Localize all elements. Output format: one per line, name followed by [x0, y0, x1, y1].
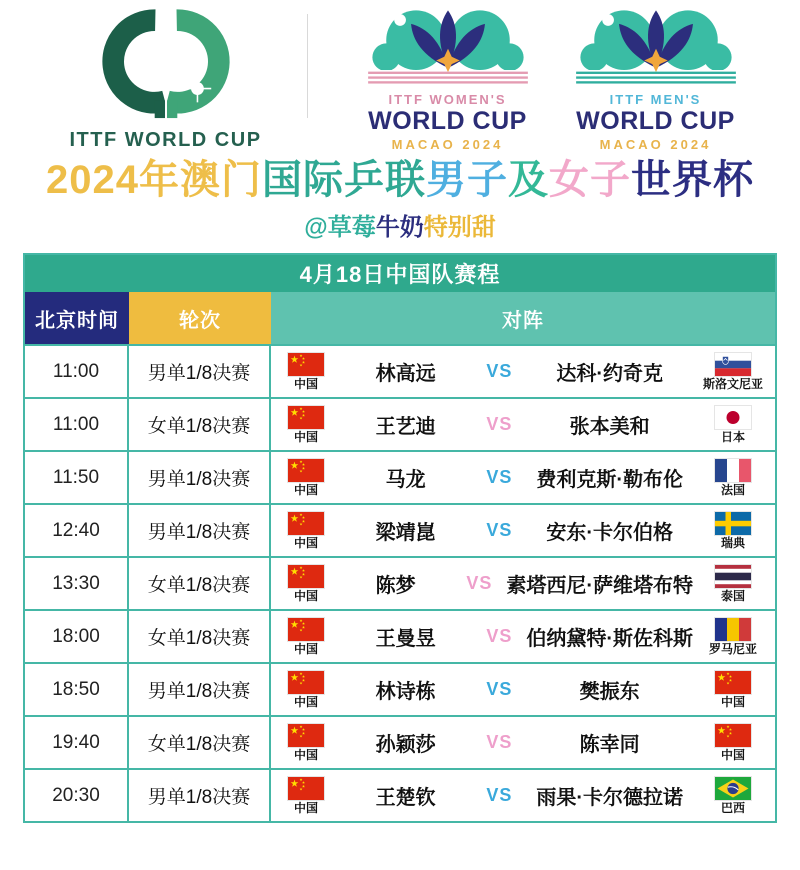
home-country: 中国 [293, 748, 318, 762]
home-player: 孙颖莎 [375, 734, 436, 756]
home-flag-block [273, 671, 339, 708]
mens-logo-line1: ITTF MEN'S [609, 92, 702, 107]
away-player: 陈幸同 [579, 734, 640, 756]
china-flag-icon [715, 671, 751, 694]
china-flag-icon [288, 618, 324, 641]
subtitle-segment: @草莓 [304, 214, 376, 241]
home-player: 梁靖崑 [375, 522, 436, 544]
france-flag-icon [715, 459, 751, 482]
slovenia-flag-icon [715, 353, 751, 376]
away-country: 日本 [720, 430, 745, 444]
title-segment: 及 [507, 158, 549, 202]
title-segment: 2024年澳门 [46, 158, 262, 202]
match-cell [271, 558, 775, 609]
title-segment: 女子 [548, 158, 631, 202]
away-country: 法国 [720, 483, 745, 497]
column-header-time: 北京时间 [25, 292, 129, 344]
match-time: 18:00 [25, 611, 129, 662]
subtitle-segment: 特别甜 [423, 214, 496, 241]
home-flag-block [273, 406, 339, 443]
match-round: 女单1/8决赛 [129, 558, 271, 609]
home-flag-block [273, 777, 339, 814]
home-player: 王楚钦 [375, 787, 436, 809]
vs-label: VS [486, 785, 513, 805]
match-time: 13:30 [25, 558, 129, 609]
away-flag-block [693, 777, 773, 814]
match-row [25, 450, 775, 503]
away-flag-block [693, 565, 773, 602]
away-player: 雨果·卡尔德拉诺 [536, 787, 683, 809]
vs-label: VS [486, 361, 513, 381]
match-round: 男单1/8决赛 [129, 452, 271, 503]
title-segment: 世界杯 [630, 158, 754, 202]
match-time: 11:00 [25, 346, 129, 397]
china-flag-icon [288, 512, 324, 535]
mens-logo-line3: MACAO 2024 [599, 137, 712, 152]
away-flag-block [693, 353, 773, 390]
home-country: 中国 [293, 377, 318, 391]
title-segment: 男子 [425, 158, 508, 202]
away-player: 素塔西尼·萨维塔布特 [506, 575, 693, 597]
china-flag-icon [288, 565, 324, 588]
away-player: 张本美和 [569, 416, 650, 438]
away-player: 樊振东 [579, 681, 640, 703]
womens-logo-line3: MACAO 2024 [391, 137, 504, 152]
vs-label: VS [486, 732, 513, 752]
match-round: 男单1/8决赛 [129, 346, 271, 397]
china-flag-icon [288, 777, 324, 800]
away-country: 巴西 [720, 801, 745, 815]
vs-label: VS [486, 520, 513, 540]
page-title [0, 158, 800, 202]
china-flag-icon [288, 353, 324, 376]
match-time: 11:00 [25, 399, 129, 450]
home-player: 林高远 [375, 363, 436, 385]
match-round: 男单1/8决赛 [129, 770, 271, 821]
match-row [25, 715, 775, 768]
home-flag-block [273, 459, 339, 496]
vs-label: VS [486, 467, 513, 487]
away-player: 安东·卡尔伯格 [546, 522, 673, 544]
schedule-rows [25, 344, 775, 821]
away-flag-block [693, 406, 773, 443]
match-cell [271, 505, 775, 556]
home-country: 中国 [293, 483, 318, 497]
match-round: 女单1/8决赛 [129, 611, 271, 662]
away-country: 泰国 [720, 589, 745, 603]
home-country: 中国 [293, 801, 318, 815]
womens-world-cup-logo [350, 4, 546, 152]
home-player: 王艺迪 [375, 416, 436, 438]
match-cell [271, 611, 775, 662]
home-country: 中国 [293, 642, 318, 656]
match-time: 12:40 [25, 505, 129, 556]
match-cell [271, 399, 775, 450]
japan-flag-icon [715, 406, 751, 429]
womens-logo-line1: ITTF WOMEN'S [388, 92, 507, 107]
away-flag-block [693, 724, 773, 761]
home-country: 中国 [293, 589, 318, 603]
womens-logo-line2: WORLD CUP [368, 107, 527, 135]
subtitle-segment: 牛奶 [375, 214, 424, 241]
match-time: 18:50 [25, 664, 129, 715]
away-country: 瑞典 [720, 536, 745, 550]
home-flag-block [273, 512, 339, 549]
home-flag-block [273, 724, 339, 761]
match-cell [271, 452, 775, 503]
china-flag-icon [715, 724, 751, 747]
vs-label: VS [466, 573, 493, 593]
away-country: 中国 [720, 748, 745, 762]
match-cell [271, 664, 775, 715]
vs-label: VS [486, 626, 513, 646]
china-flag-icon [288, 406, 324, 429]
home-flag-block [273, 618, 339, 655]
away-flag-block [693, 512, 773, 549]
china-flag-icon [288, 724, 324, 747]
away-country: 斯洛文尼亚 [702, 377, 763, 391]
match-cell [271, 717, 775, 768]
away-player: 伯纳黛特·斯佐科斯 [526, 628, 693, 650]
match-cell [271, 770, 775, 821]
home-player: 马龙 [385, 469, 426, 491]
away-flag-block [693, 459, 773, 496]
home-flag-block [273, 353, 339, 390]
match-round: 女单1/8决赛 [129, 399, 271, 450]
logo-divider [307, 14, 308, 118]
home-player: 王曼昱 [375, 628, 436, 650]
away-flag-block [693, 671, 773, 708]
home-player: 陈梦 [375, 575, 416, 597]
home-flag-block [273, 565, 339, 602]
match-round: 男单1/8决赛 [129, 505, 271, 556]
home-country: 中国 [293, 536, 318, 550]
mens-logo-line2: WORLD CUP [576, 107, 735, 135]
thailand-flag-icon [715, 565, 751, 588]
schedule-title: 4月18日中国队赛程 [25, 255, 775, 292]
match-row [25, 344, 775, 397]
sweden-flag-icon [715, 512, 751, 535]
page-subtitle [0, 207, 800, 242]
away-player: 达科·约奇克 [556, 363, 663, 385]
column-header-round: 轮次 [129, 292, 271, 344]
match-row [25, 662, 775, 715]
ittf-world-cup-label: ITTF WORLD CUP [69, 129, 262, 151]
romania-flag-icon [715, 618, 751, 641]
match-round: 男单1/8决赛 [129, 664, 271, 715]
vs-label: VS [486, 679, 513, 699]
home-country: 中国 [293, 430, 318, 444]
title-segment: 国际乒联 [261, 158, 426, 202]
womens-lotus-icon [368, 73, 528, 90]
vs-label: VS [486, 414, 513, 434]
column-header-match: 对阵 [271, 292, 775, 344]
away-country: 罗马尼亚 [708, 642, 757, 656]
match-row [25, 609, 775, 662]
home-country: 中国 [293, 695, 318, 709]
ittf-world-cup-icon [91, 109, 241, 126]
match-round: 女单1/8决赛 [129, 717, 271, 768]
away-country: 中国 [720, 695, 745, 709]
away-player: 费利克斯·勒布伦 [536, 469, 683, 491]
match-row [25, 397, 775, 450]
brazil-flag-icon [715, 777, 751, 800]
match-row [25, 503, 775, 556]
china-flag-icon [288, 459, 324, 482]
china-flag-icon [288, 671, 324, 694]
mens-world-cup-logo [558, 4, 754, 152]
mens-lotus-icon [576, 73, 736, 90]
match-time: 20:30 [25, 770, 129, 821]
logo-band [0, 0, 800, 158]
schedule-header [25, 292, 775, 344]
match-cell [271, 346, 775, 397]
schedule-table [23, 253, 777, 823]
match-time: 19:40 [25, 717, 129, 768]
ittf-world-cup-logo [41, 6, 291, 152]
match-time: 11:50 [25, 452, 129, 503]
away-flag-block [693, 618, 773, 655]
match-row [25, 556, 775, 609]
home-player: 林诗栋 [375, 681, 436, 703]
match-row [25, 768, 775, 821]
